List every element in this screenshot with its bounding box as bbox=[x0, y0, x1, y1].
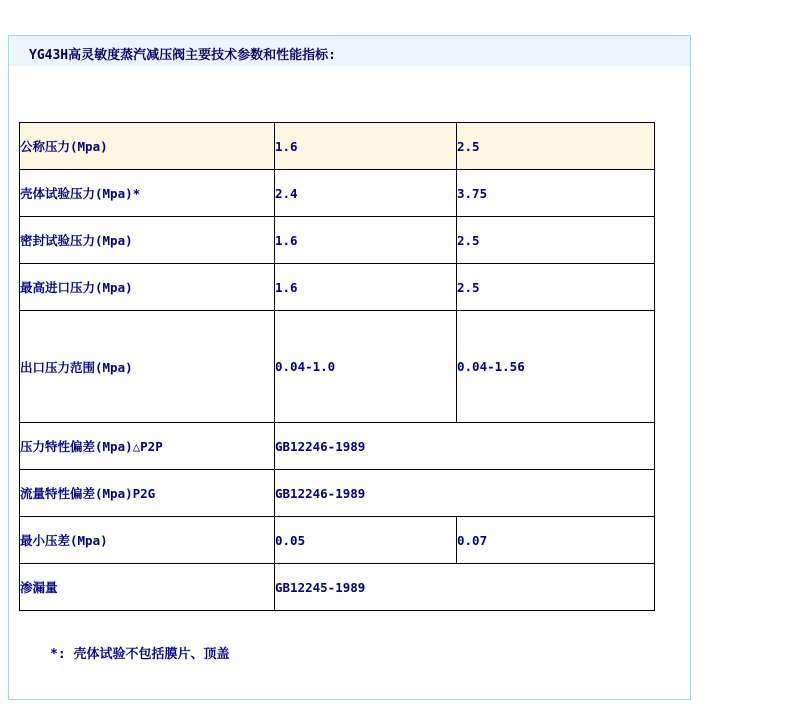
table-row bbox=[20, 217, 655, 264]
param-label: 密封试验压力(Mpa) bbox=[20, 217, 275, 264]
param-value-1: 0.05 bbox=[275, 517, 457, 564]
param-label: 压力特性偏差(Mpa)△P2P bbox=[20, 423, 275, 470]
param-value-2: 2.5 bbox=[457, 264, 655, 311]
table-row bbox=[20, 264, 655, 311]
panel-header bbox=[9, 36, 690, 66]
param-value-1: 1.6 bbox=[275, 123, 457, 170]
table-row bbox=[20, 470, 655, 517]
param-label: 最小压差(Mpa) bbox=[20, 517, 275, 564]
table-row bbox=[20, 423, 655, 470]
param-label: 公称压力(Mpa) bbox=[20, 123, 275, 170]
param-value-2: 0.07 bbox=[457, 517, 655, 564]
table-row bbox=[20, 311, 655, 423]
param-value-1: 1.6 bbox=[275, 264, 457, 311]
param-value-merged: GB12246-1989 bbox=[275, 423, 655, 470]
param-label: 壳体试验压力(Mpa)* bbox=[20, 170, 275, 217]
param-value-merged: GB12246-1989 bbox=[275, 470, 655, 517]
param-value-2: 0.04-1.56 bbox=[457, 311, 655, 423]
table-row bbox=[20, 123, 655, 170]
page-title: YG43H高灵敏度蒸汽减压阀主要技术参数和性能指标: bbox=[29, 48, 336, 63]
param-value-merged: GB12245-1989 bbox=[275, 564, 655, 611]
table-row bbox=[20, 564, 655, 611]
table-row bbox=[20, 517, 655, 564]
spec-table bbox=[19, 122, 655, 611]
param-value-1: 1.6 bbox=[275, 217, 457, 264]
param-value-2: 2.5 bbox=[457, 217, 655, 264]
param-value-1: 2.4 bbox=[275, 170, 457, 217]
param-label: 最高进口压力(Mpa) bbox=[20, 264, 275, 311]
param-label: 出口压力范围(Mpa) bbox=[20, 311, 275, 423]
param-value-2: 3.75 bbox=[457, 170, 655, 217]
footnote: *: 壳体试验不包括膜片、顶盖 bbox=[50, 647, 230, 662]
param-value-2: 2.5 bbox=[457, 123, 655, 170]
param-label: 渗漏量 bbox=[20, 564, 275, 611]
table-row bbox=[20, 170, 655, 217]
param-label: 流量特性偏差(Mpa)P2G bbox=[20, 470, 275, 517]
param-value-1: 0.04-1.0 bbox=[275, 311, 457, 423]
